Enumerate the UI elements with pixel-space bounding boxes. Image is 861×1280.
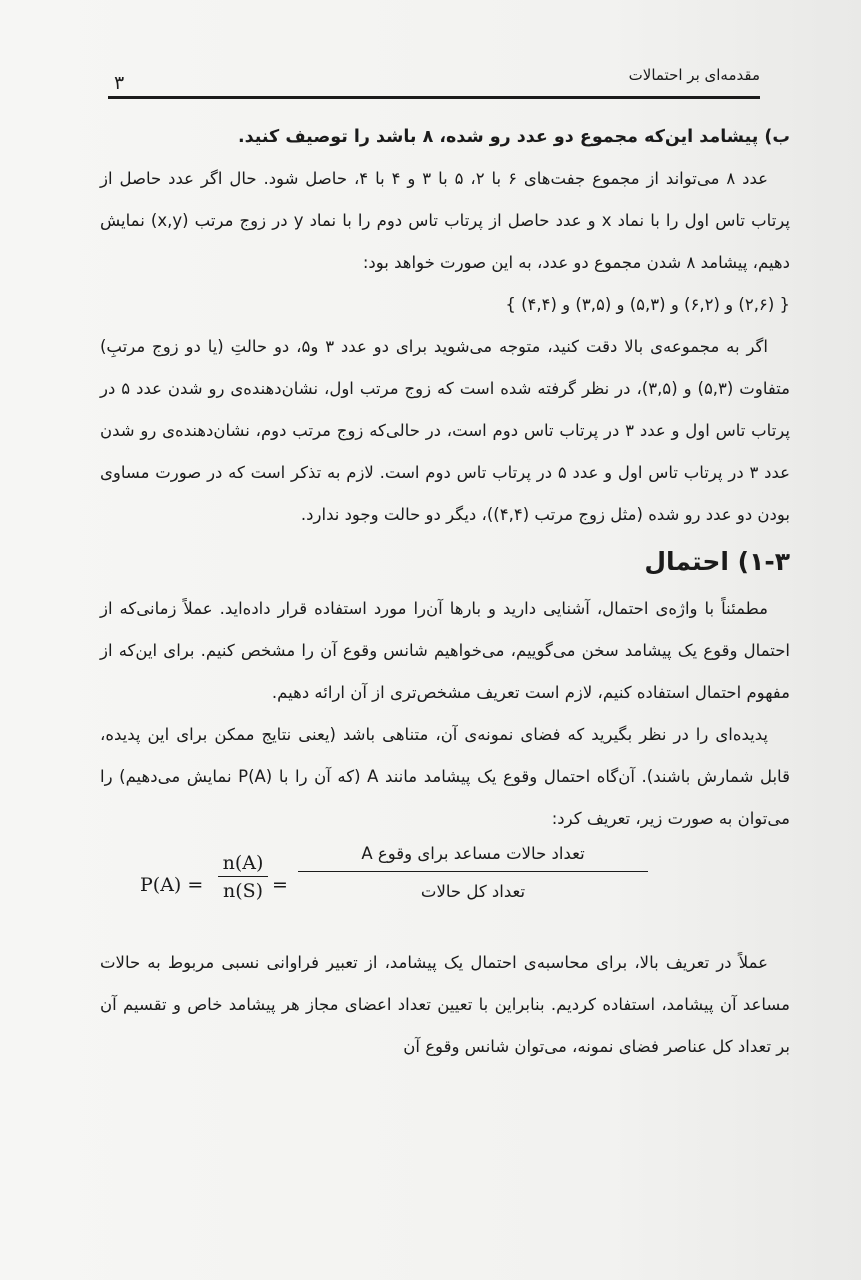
fraction-words: [298, 844, 648, 901]
fraction-words-denominator: تعداد کل حالات: [420, 882, 526, 901]
paragraph-relative-frequency: عملاً در تعریف بالا، برای محاسبه‌ی احتمال یک پیشامد، از تعبیر فراوانی نسبی مربوط به حالات مساعد آن پیشامد، استفاده کردیم. بنابراین با تعیین تعداد اعضای مجاز هر پیشامد خاص و تقسیم آن بر تعداد کل عناصر فضای نمونه، می‌توان شانس وقوع آن: [100, 953, 790, 1056]
section-heading: ۱-۳) احتمال: [644, 547, 790, 576]
formula-equals: =: [272, 874, 288, 896]
fraction-words-numerator: تعداد حالات مساعد برای وقوع A: [298, 844, 648, 872]
running-title: مقدمه‌ای بر احتمالات: [628, 66, 760, 84]
paragraph-finite-space: پدیده‌ای را در نظر بگیرید که فضای نمونه‌ی آن، متناهی باشد (یعنی نتایج ممکن برای این پدیده، قابل شمارش باشند). آن‌گاه احتمال وقوع یک پیشامد مانند A (که آن را با P(A) نمایش می‌دهیم) را می‌توان به صورت زیر، تعریف کرد:: [100, 725, 790, 828]
set-text: { (۲,۶) و (۶,۲) و (۵,۳) و (۳,۵) و (۴,۴) }: [505, 295, 790, 314]
running-header: [108, 64, 760, 99]
fraction-counts-denominator: n(S): [222, 880, 264, 902]
page-number: ۳: [114, 72, 125, 94]
formula-lhs: P(A) =: [140, 874, 204, 896]
page-body: [100, 116, 790, 1068]
fraction-counts-numerator: n(A): [218, 852, 268, 877]
fraction-counts: [218, 852, 268, 902]
paragraph-probability-intro: مطمئناً با واژه‌ی احتمال، آشنایی دارید و بارها آن‌را مورد استفاده قرار داده‌اید. عملاً زمانی‌که از احتمال وقوع یک پیشامد سخن می‌گوییم، می‌خواهیم شانس وقوع آن را مشخص کنیم. برای این‌که از مفهوم احتمال استفاده کنیم، لازم است تعریف مشخص‌تری از آن ارائه دهیم.: [100, 599, 790, 702]
paragraph-sum-eight: عدد ۸ می‌تواند از مجموع جفت‌های ۶ با ۲، ۵ با ۳ و ۴ با ۴، حاصل شود. حال اگر عدد حاصل از پرتاب تاس اول را با نماد x و عدد حاصل از پرتاب تاس دوم را با نماد y در زوج مرتب (x,y) نمایش دهیم، پیشامد ۸ شدن مجموع دو عدد، به این صورت خواهد بود:: [100, 169, 790, 272]
paragraph-ordered-pairs: اگر به مجموعه‌ی بالا دقت کنید، متوجه می‌شوید برای دو عدد ۳ و۵، دو حالتِ (یا دو زوج مرتبِ) متفاوت (۵,۳) و (۳,۵)، در نظر گرفته شده است که زوج مرتب اول، نشان‌دهنده‌ی رو شدن عدد ۵ در پرتاب تاس اول و عدد ۳ در پرتاب تاس دوم است، در حالی‌که زوج مرتب دوم، نشان‌دهنده‌ی رو شدن عدد ۳ در پرتاب تاس اول و عدد ۵ در پرتاب تاس دوم است. لازم به تذکر است که در صورت مساوی بودن دو عدد رو شده (مثل زوج مرتب (۴,۴))، دیگر دو حالت وجود ندارد.: [100, 337, 791, 524]
probability-formula: [100, 844, 790, 936]
subquestion-b: ب) پیشامد این‌که مجموع دو عدد رو شده، ۸ باشد را توصیف کنید.: [238, 127, 790, 147]
event-set-expression: [100, 284, 790, 326]
